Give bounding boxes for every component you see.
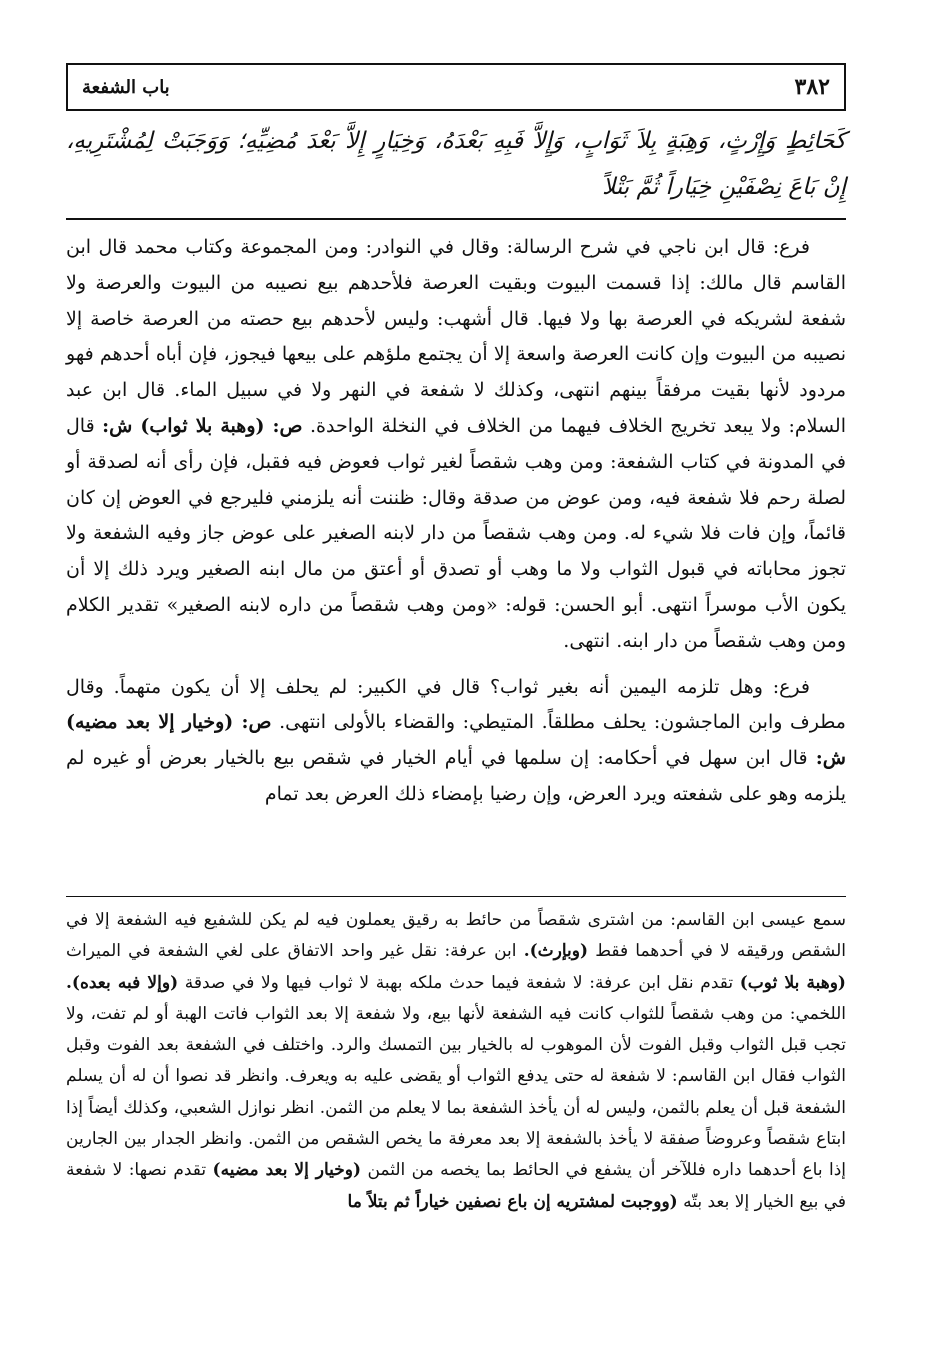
footnote-text: اللخمي: من وهب شقصاً للثواب كانت فيه الشفعة لأنها بيع، ولا شفعة إلا بعد الثواب فاتت الهبة أو لم تفت، ولا تجب قبل الثواب وقبل الفوت لأن الموهوب له بالخيار بين التمسك والرد. واختلف في الشفعة بعد الفوت وقبل الثواب فقال ابن القاسم: لا شفعة له حتى يدفع الثواب أو يقضى عليه به ويعرف. وانظر قد نصوا أن له أن يسلم الشفعة قبل أن يعلم بالثمن، وليس له أن يأخذ الشفعة بما لا يعلم من الثمن. انظر نوازل الشعبي، وكذلك أيضاً إذا ابتاع شقصاً وعروضاً صفقة لا يأخذ بالشفعة إلا بعد معرفة ما يخص الشقص من الثمن. وانظر الجدار بين الجارين إذا باع أحدهما داره فللآخر أن يشفع في الحائط بما يخصه من الثمن	[66, 1003, 846, 1181]
footnotes	[66, 905, 846, 1218]
footnote-text: سمع عيسى ابن القاسم: من اشترى شقصاً من حائط به رقيق يعملون فيه لم يكن للشفيع فيه الشفعة إلا في الشقص ورقيقه لا في أحدهما فقط	[66, 910, 846, 962]
commentary-text: قال في المدونة في كتاب الشفعة: ومن وهب شقصاً لغير ثواب فعوض فيه فقبل، فإن رأى أنه لصدقة أو لصلة رحم فلا شفعة فيه، ومن عوض من صدقة وقال: ظننت أنه يلزمني فليرجع في العوض إن كان قائماً، وإن فات فلا شيء له. ومن وهب شقصاً من دار لابنه الصغير على عوض جاز وفيه الشفعة ولا تجوز محاباته في قبول الثواب ولا ما وهب أو تصدق أو أعتق من مال ابنه الصغير ويرد ذلك إلا أن يكون الأب موسراً انتهى. أبو الحسن: قوله: «ومن وهب شقصاً من داره لابنه الصغير» تقدير الكلام ومن وهب شقصاً من دار ابنه. انتهى.	[66, 414, 846, 652]
main-text-line-1: كَحَائِطٍ وَإِرْثٍ، وَهِبَةٍ بِلاَ ثَوَابٍ، وَإِلاَّ فَبِهِ بَعْدَهُ، وَخِيَارٍ إِلاَّ بَعْدَ مُضِيِّهِ؛ وَوَجَبَتْ لِمُشْتَرِيهِ، إِنْ بَاعَ	[66, 128, 846, 200]
commentary-paragraph-1	[66, 230, 846, 660]
text-marker: ص: (وهبة بلا ثواب) ش:	[102, 414, 303, 437]
footnote-paragraph	[66, 905, 846, 1218]
main-text-line-2: نِصْفَيْنِ خِيَاراً ثُمَّ بَتْلاً	[602, 174, 781, 200]
running-header	[66, 63, 846, 111]
commentary-paragraph-2	[66, 670, 846, 813]
separator-rule-top	[66, 218, 846, 220]
commentary	[66, 230, 846, 813]
commentary-text: قال ابن سهل في أحكامه: إن سلمها في أيام الخيار في شقص بيع بالخيار بعرض أو غيره لم يلزمه وهو على شفعته ويرد العرض، وإن رضيا بإمضاء ذلك العرض بعد تمام	[66, 747, 846, 805]
footnote-text: ابن عرفة: نقل غير واحد الاتفاق على لغي الشفعة في الميراث	[66, 941, 517, 962]
main-text	[66, 118, 846, 210]
chapter-title: باب الشفعة	[82, 76, 170, 98]
footnote-marker: (وإلا فبه بعده).	[66, 972, 179, 993]
text-marker: ص: (وخيار إلا بعد مضيه) ش:	[66, 711, 846, 770]
separator-rule-footnotes	[66, 896, 846, 897]
footnote-text: تقدم نقل ابن عرفة: لا شفعة فيما حدث ملكه بهبة لا ثواب فيها ولا في صدقة	[184, 972, 734, 993]
footnote-marker: (وهبة بلا ثوب)	[739, 972, 846, 993]
page-number: ٣٨٢	[794, 74, 830, 100]
commentary-text: فرع: وهل تلزمه اليمين أنه بغير ثواب؟ قال في الكبير: لم يحلف إلا أن يكون متهماً. وقال مطرف وابن الماجشون: يحلف مطلقاً. المتيطي: والقضاء بالأولى انتهى.	[66, 675, 846, 734]
footnote-text: تقدم نصها: لا شفعة في بيع الخيار إلا بعد بتّه	[66, 1160, 846, 1212]
footnote-marker: (وخيار إلا بعد مضيه)	[212, 1160, 362, 1181]
commentary-text: فرع: قال ابن ناجي في شرح الرسالة: وقال في النوادر: ومن المجموعة وكتاب محمد قال ابن القاسم قال مالك: إذا قسمت البيوت وبقيت العرصة فلأحدهم بيع نصيبه من البيوت والعرصة ولا شفعة لشريكه في العرصة بها ولا فيها. قال أشهب: وليس لأحدهم بيع حصته من العرصة خاصة إلا نصيبه من البيوت وإن كانت العرصة واسعة إلا أن يجتمع ملؤهم على بيعها فيجوز، فإن أباه أحدهم فهو مردود لأنها بقيت مرفقاً بينهم انتهى، وكذلك لا شفعة في النهر ولا في سبيل الماء. قال ابن عبد السلام: ولا يبعد تخريج الخلاف فيهما من الخلاف في النخلة الواحدة.	[66, 236, 846, 437]
footnote-marker: (ووجبت لمشتريه إن باع نصفين خياراً ثم بتلاً ما	[347, 1191, 678, 1212]
footnote-marker: (وبإرث).	[523, 941, 589, 962]
